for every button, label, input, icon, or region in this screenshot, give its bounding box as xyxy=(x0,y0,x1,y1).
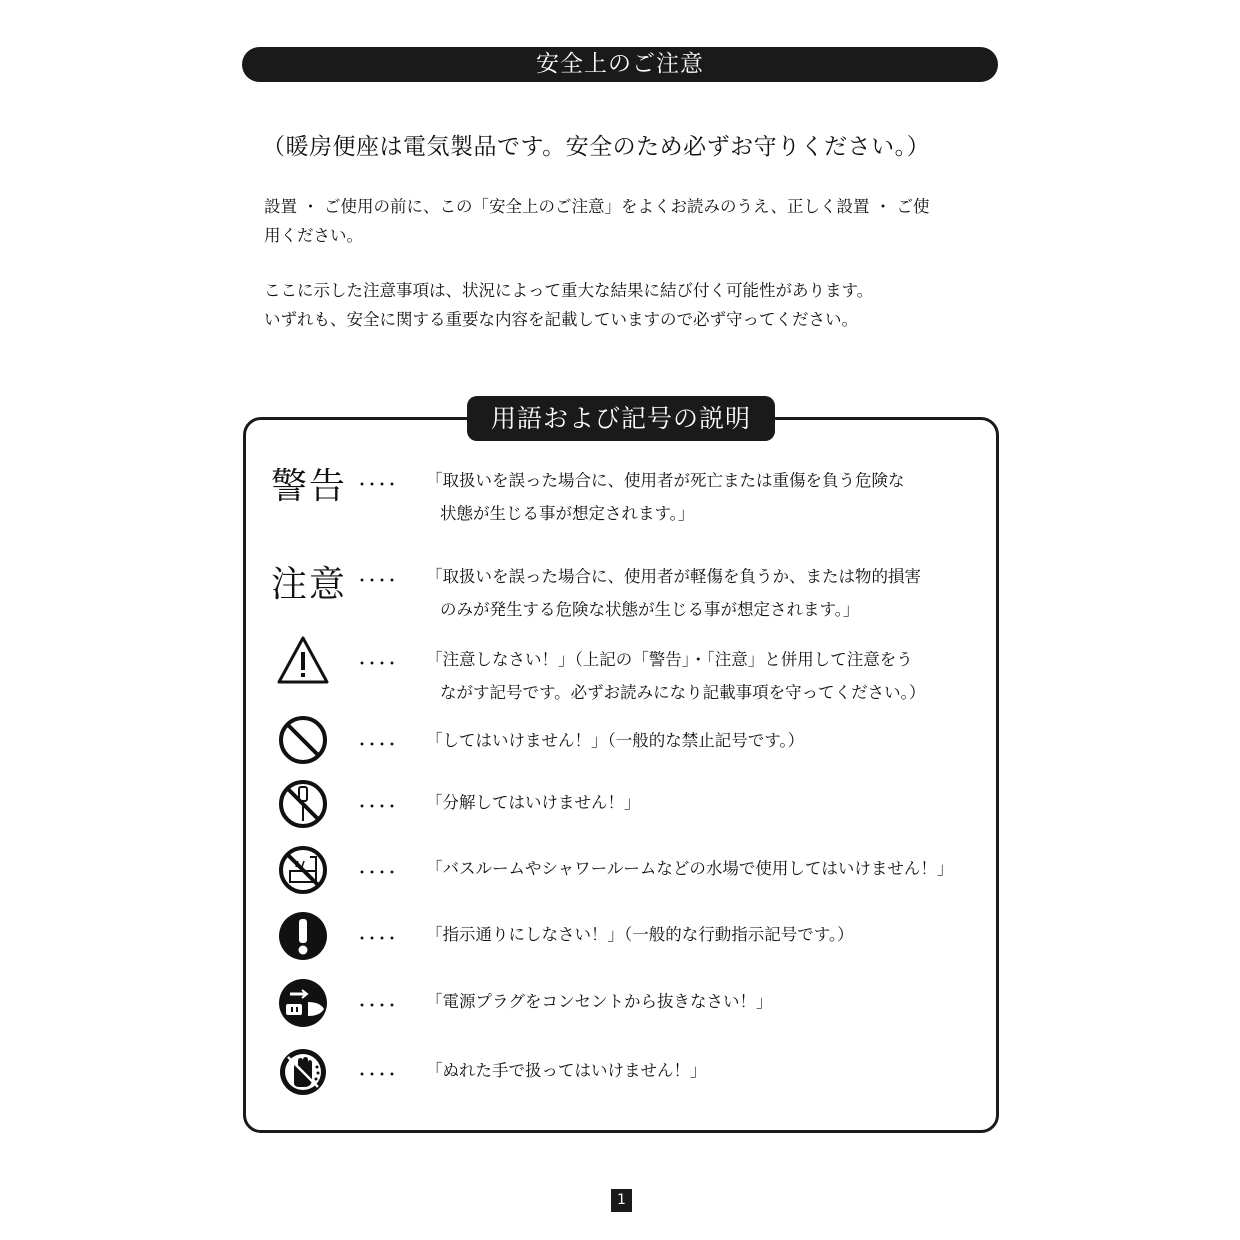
page-number: 1 xyxy=(611,1189,632,1212)
desc-warning-line2: 状態が生じる事が想定されます。」 xyxy=(440,504,695,523)
desc-caution-line2: のみが発生する危険な状態が生じる事が想定されます。」 xyxy=(440,600,860,619)
desc-no-wet-hands-line1: 「ぬれた手で扱ってはいけません！」 xyxy=(426,1061,707,1080)
intro-p1-line2: 用ください。 xyxy=(264,226,363,245)
desc-unplug xyxy=(426,985,773,1018)
legend-title: 用語および記号の説明 xyxy=(467,396,775,441)
intro-paragraph-1 xyxy=(264,192,964,250)
desc-prohibition xyxy=(426,724,804,757)
desc-mandatory-line1: 「指示通りにしなさい！」（一般的な行動指示記号です。） xyxy=(426,925,854,944)
dots: ････ xyxy=(358,735,399,754)
dots: ････ xyxy=(358,863,399,882)
desc-attention-line2: ながす記号です。必ずお読みになり記載事項を守ってください。） xyxy=(440,683,926,702)
desc-caution xyxy=(426,560,921,626)
desc-no-wet-hands xyxy=(426,1054,707,1087)
dots: ････ xyxy=(358,996,399,1015)
no-disassembly-icon xyxy=(276,777,330,831)
desc-mandatory xyxy=(426,918,854,951)
subtitle: （暖房便座は電気製品です。安全のため必ずお守りください。） xyxy=(262,134,931,160)
desc-warning xyxy=(426,464,905,530)
desc-warning-line1: 「取扱いを誤った場合に、使用者が死亡または重傷を負う危険な xyxy=(426,471,905,490)
no-wet-hands-icon xyxy=(276,1045,330,1099)
desc-no-bathroom xyxy=(426,852,953,885)
dots: ････ xyxy=(358,475,399,494)
unplug-icon xyxy=(276,976,330,1030)
desc-caution-line1: 「取扱いを誤った場合に、使用者が軽傷を負うか、または物的損害 xyxy=(426,567,921,586)
desc-no-disassembly-line1: 「分解してはいけません！」 xyxy=(426,793,641,812)
desc-unplug-line1: 「電源プラグをコンセントから抜きなさい！」 xyxy=(426,992,773,1011)
no-bathroom-use-icon xyxy=(276,843,330,897)
section-title: 安全上のご注意 xyxy=(242,47,998,82)
desc-no-disassembly xyxy=(426,786,641,819)
term-caution: 注意 xyxy=(271,564,348,605)
prohibition-icon xyxy=(276,713,330,767)
warning-triangle-icon xyxy=(276,634,330,688)
dots: ････ xyxy=(358,1065,399,1084)
mandatory-action-icon xyxy=(276,909,330,963)
intro-p1-line1: 設置 ・ ご使用の前に、この「安全上のご注意」をよくお読みのうえ、正しく設置 ・ ご使 xyxy=(264,197,930,216)
desc-no-bathroom-line1: 「バスルームやシャワールームなどの水場で使用してはいけません！」 xyxy=(426,859,954,878)
term-warning: 警告 xyxy=(271,466,348,507)
intro-p2-line2: いずれも、安全に関する重要な内容を記載していますので必ず守ってください。 xyxy=(264,310,858,329)
intro-paragraph-2 xyxy=(264,276,964,334)
dots: ････ xyxy=(358,571,399,590)
intro-p2-line1: ここに示した注意事項は、状況によって重大な結果に結び付く可能性があります。 xyxy=(264,281,874,300)
dots: ････ xyxy=(358,654,399,673)
dots: ････ xyxy=(358,929,399,948)
dots: ････ xyxy=(358,797,399,816)
desc-prohibition-line1: 「してはいけません！」（一般的な禁止記号です。） xyxy=(426,731,805,750)
desc-attention-symbol xyxy=(426,643,925,709)
desc-attention-line1: 「注意しなさい！」（上記の「警告」・「注意」と併用して注意をう xyxy=(426,650,913,669)
